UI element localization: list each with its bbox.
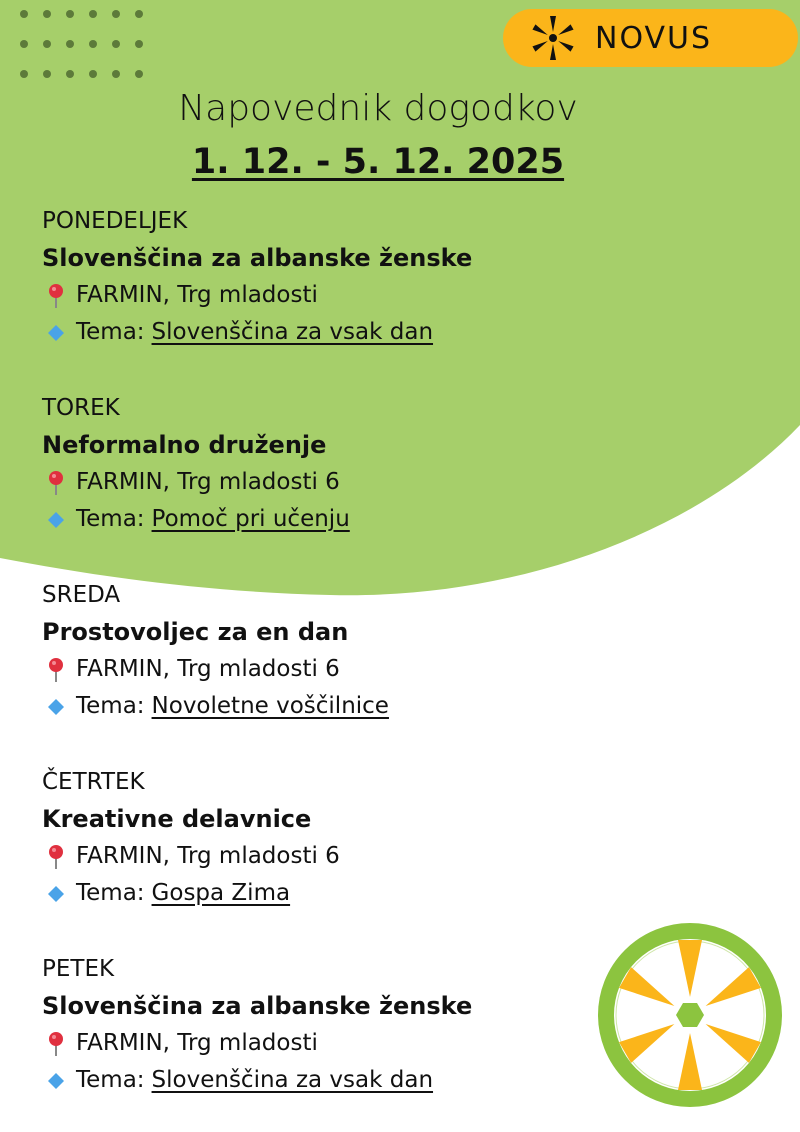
topic-label: Tema: [76, 1067, 145, 1093]
topic-link[interactable]: Slovenščina za vsak dan [151, 1067, 434, 1093]
blue-diamond-icon [42, 885, 70, 903]
event-3 [42, 764, 340, 912]
topic-label: Tema: [76, 693, 145, 719]
pushpin-icon [42, 844, 70, 870]
event-day: PONEDELJEK [42, 208, 188, 234]
wheel-graphic [598, 923, 782, 1107]
novus-logo [503, 9, 798, 67]
pushpin-icon [42, 283, 70, 309]
topic-link[interactable]: Pomoč pri učenju [151, 506, 350, 532]
wheel-spoke [700, 967, 761, 1016]
event-1 [42, 390, 350, 538]
event-2 [42, 577, 389, 725]
pushpin-icon [42, 1031, 70, 1057]
event-location: FARMIN, Trg mladosti [76, 282, 318, 308]
topic-label: Tema: [76, 880, 145, 906]
wheel-spoke [700, 1014, 761, 1063]
wheel-spoke [619, 1014, 680, 1063]
event-0 [42, 203, 472, 351]
wheel-spoke [678, 940, 702, 997]
topic-link[interactable]: Novoletne voščilnice [151, 693, 389, 719]
event-name: Neformalno druženje [42, 431, 327, 459]
star-logo-icon [529, 14, 577, 62]
wheel-spoke [619, 967, 680, 1016]
blue-diamond-icon [42, 511, 70, 529]
pushpin-icon [42, 657, 70, 683]
event-location: FARMIN, Trg mladosti 6 [76, 469, 340, 495]
topic-link[interactable]: Gospa Zima [151, 880, 291, 906]
date-range: 1. 12. - 5. 12. 2025 [191, 142, 565, 182]
blue-diamond-icon [42, 1072, 70, 1090]
topic-label: Tema: [76, 319, 145, 345]
event-day: SREDA [42, 582, 121, 608]
event-location: FARMIN, Trg mladosti [76, 1030, 318, 1056]
event-name: Slovenščina za albanske ženske [42, 992, 473, 1020]
event-name: Prostovoljec za en dan [42, 618, 349, 646]
event-4 [42, 951, 472, 1099]
topic-link[interactable]: Slovenščina za vsak dan [151, 319, 434, 345]
event-day: TOREK [42, 395, 120, 421]
topic-label: Tema: [76, 506, 145, 532]
blue-diamond-icon [42, 698, 70, 716]
event-day: ČETRTEK [42, 769, 145, 795]
event-day: PETEK [42, 956, 115, 982]
event-location: FARMIN, Trg mladosti 6 [76, 656, 340, 682]
page-title: Napovednik dogodkov [178, 88, 578, 129]
blue-diamond-icon [42, 324, 70, 342]
event-location: FARMIN, Trg mladosti 6 [76, 843, 340, 869]
wheel-spoke [678, 1033, 702, 1090]
pushpin-icon [42, 470, 70, 496]
logo-text: NOVUS [595, 20, 713, 56]
event-name: Kreativne delavnice [42, 805, 312, 833]
decorative-dots [20, 10, 143, 78]
event-name: Slovenščina za albanske ženske [42, 244, 473, 272]
